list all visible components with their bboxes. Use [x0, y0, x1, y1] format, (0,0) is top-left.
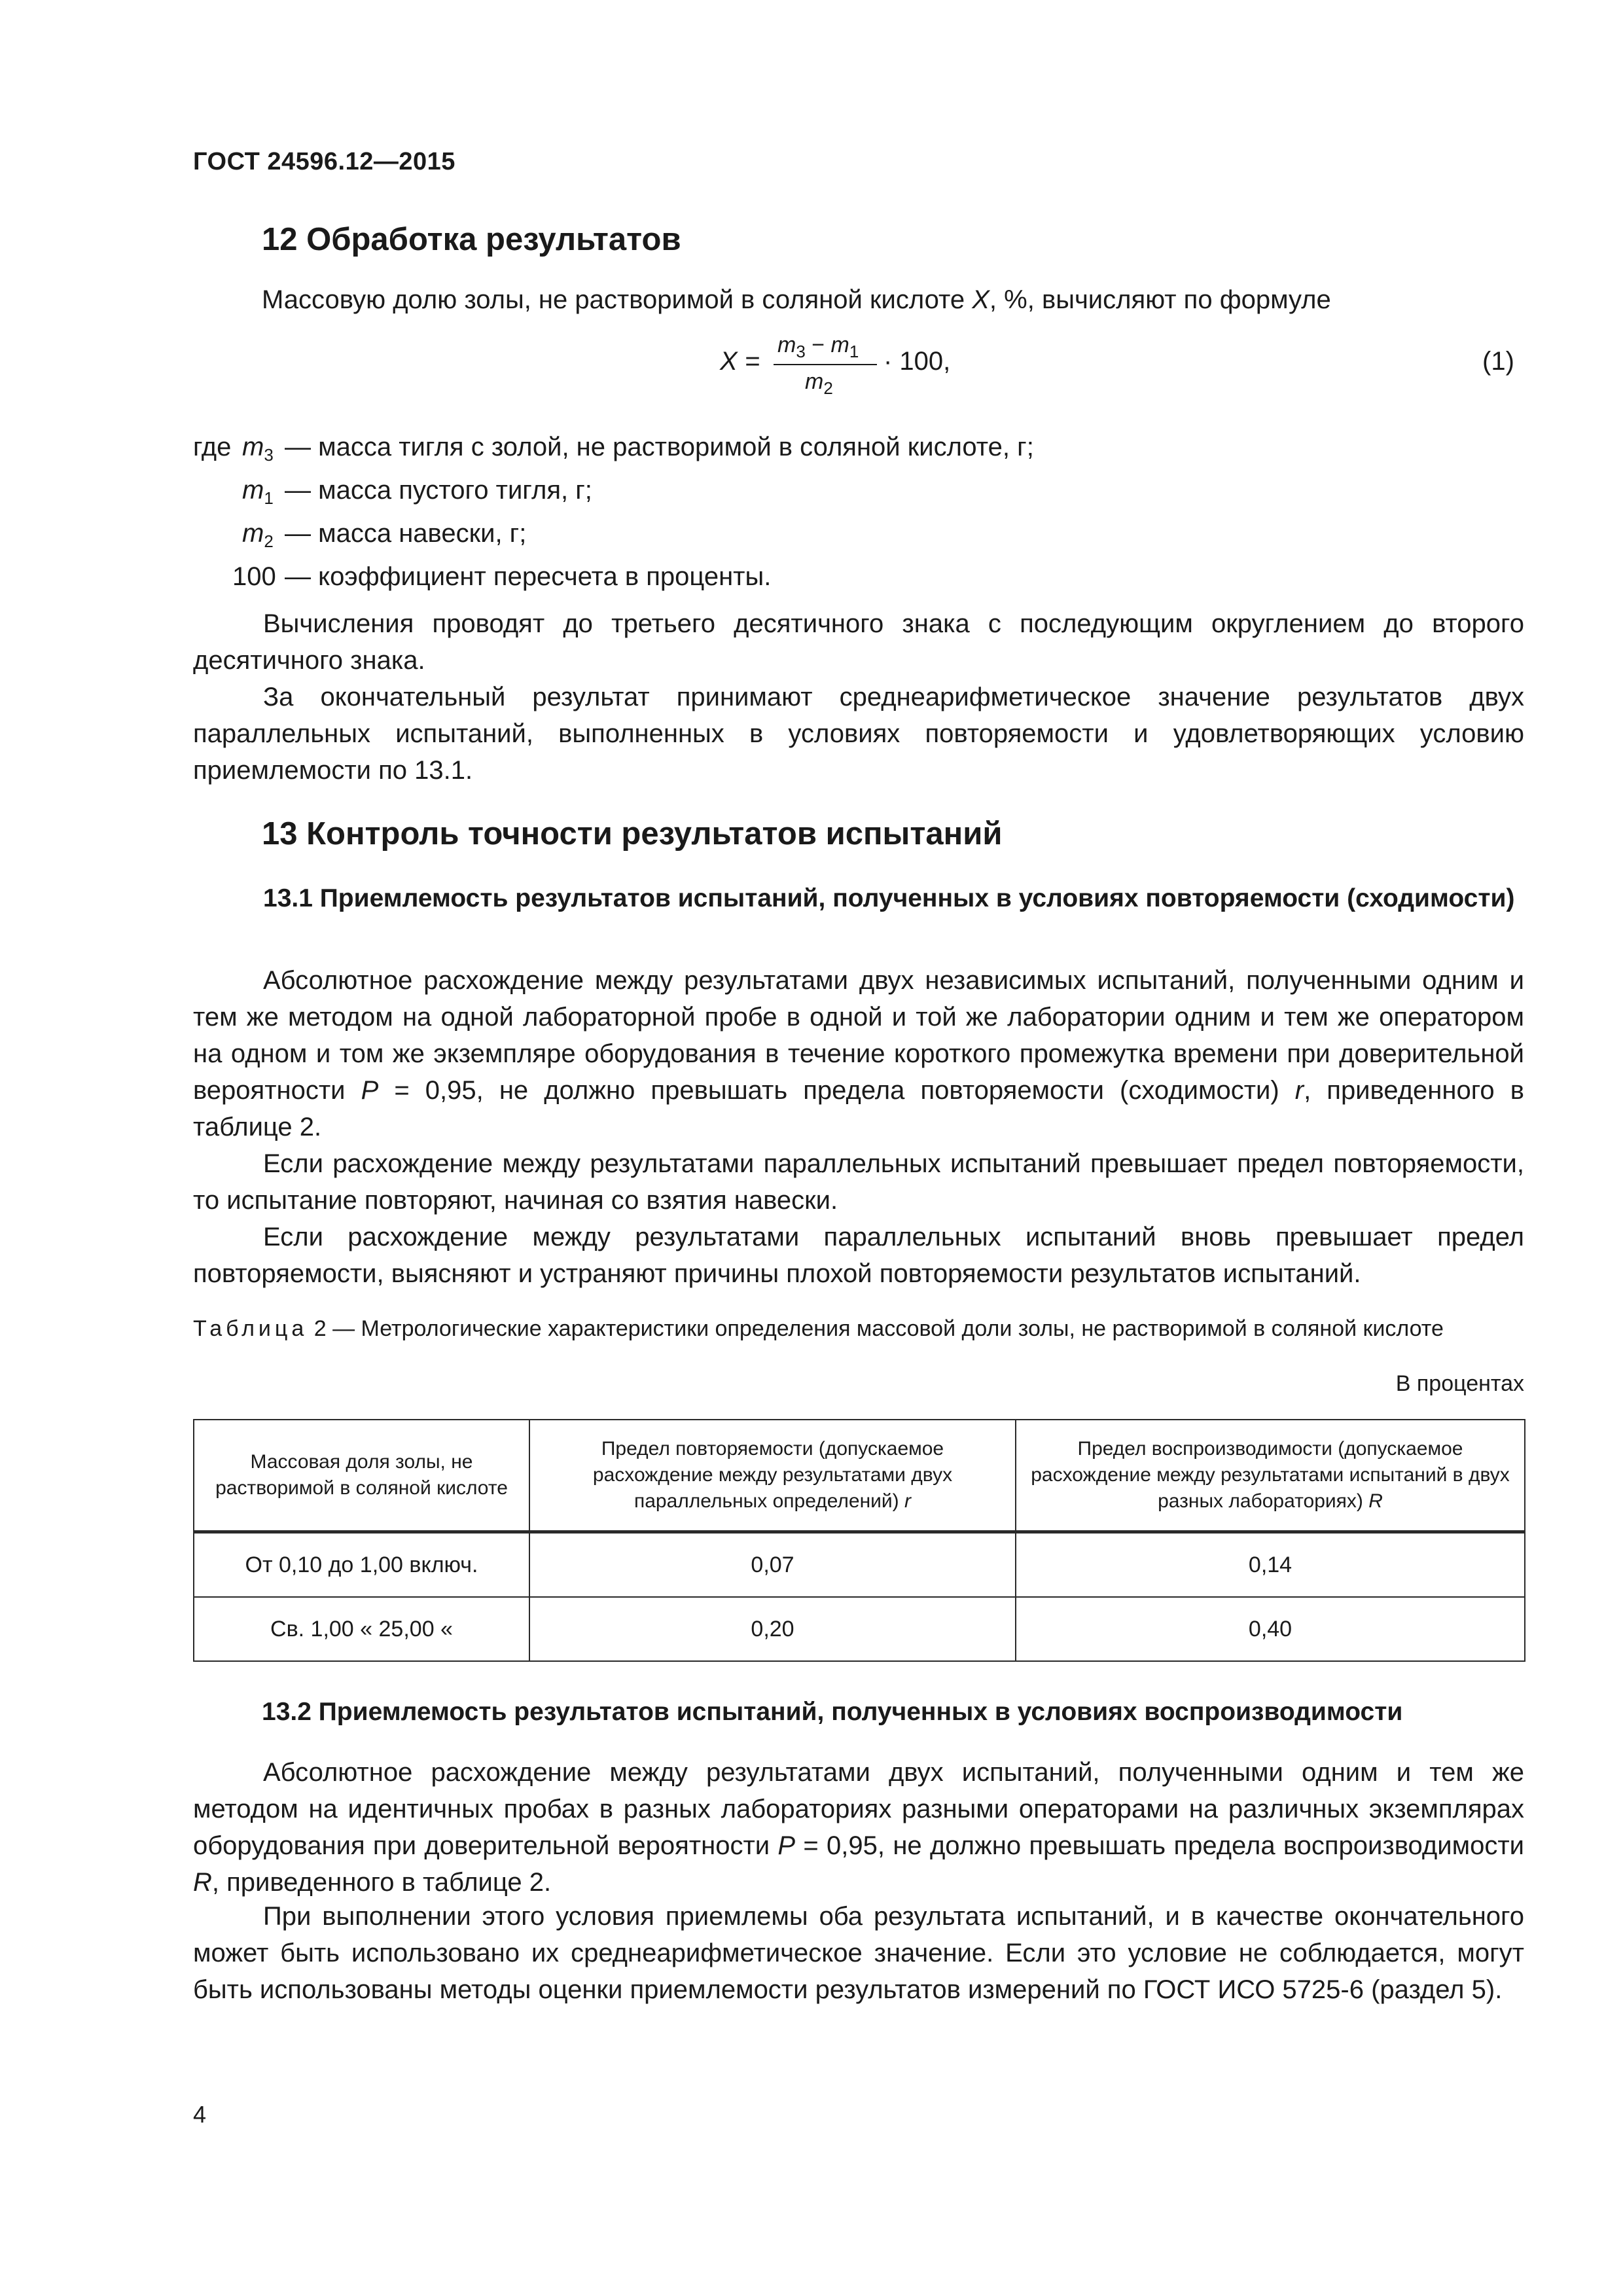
- fraction-bar: [774, 364, 877, 365]
- standard-designation: ГОСТ 24596.12—2015: [193, 148, 455, 175]
- table-header-row: [194, 1420, 1525, 1532]
- formula-numerator: $m_3 - m_1$: [777, 332, 859, 361]
- metrology-table: [193, 1419, 1525, 1662]
- formula-legend: [193, 425, 1528, 598]
- section-13-1-para-1: Абсолютное расхождение между результатами двух независимых испытаний, полученными одним и тем же методом на одной лабораторной пробе в одной и той же лаборатории одним и тем же оператором на одном и том же экземпляре оборудования в течение короткого промежутка времени при доверительной вероятности P = 0,95, не должно превышать предела повторяемости (сходимости) r, приведенного в таблице 2.: [193, 966, 1524, 1141]
- section-13-2-para-1: Абсолютное расхождение между результатами двух испытаний, полученными одним и тем же методом на идентичных пробах в разных лабораториях разными операторами на различных экземплярах оборудования при доверительной вероятности P = 0,95, не должно превышать предела воспроизводимости R, приведенного в таблице 2.: [193, 1758, 1524, 1897]
- table-row: [194, 1532, 1525, 1598]
- legend-row: $m_2$ — масса навески, г;: [242, 519, 527, 551]
- legend-row: $m_1$ — масса пустого тигля, г;: [242, 476, 592, 508]
- formula-tail: · 100,: [883, 347, 951, 376]
- col-header-repeatability: Предел повторяемости (допускаемое расхождение между результатами двух параллельных определений) r: [529, 1420, 1016, 1532]
- formula-denominator: $m_2$: [805, 369, 833, 398]
- cell-r: 0,20: [529, 1597, 1016, 1661]
- formula-number: (1): [1482, 347, 1514, 376]
- section-12-intro: Массовую долю золы, не растворимой в соляной кислоте X, %, вычисляют по формуле: [262, 285, 1331, 314]
- section-12-para-2: За окончательный результат принимают среднеарифметическое значение результатов двух параллельных испытаний, выполненных в условиях повторяемости и удовлетворяющих условию приемлемости по 13.1.: [193, 683, 1524, 785]
- col-header-ash-fraction: Массовая доля золы, не растворимой в соляной кислоте: [194, 1420, 529, 1532]
- table-units: В процентах: [1395, 1371, 1524, 1396]
- cell-r: 0,07: [529, 1532, 1016, 1598]
- page-number: 4: [193, 2101, 207, 2128]
- section-13-2-title: 13.2 Приемлемость результатов испытаний, полученных в условиях воспроизводимости: [262, 1698, 1403, 1726]
- section-13-1-para-3: Если расхождение между результатами параллельных испытаний вновь превышает предел повторяемости, выясняют и устраняют причины плохой повторяемости результатов испытаний.: [193, 1223, 1524, 1288]
- cell-R: 0,14: [1016, 1532, 1525, 1598]
- section-13-1-para-2: Если расхождение между результатами параллельных испытаний превышает предел повторяемости, то испытание повторяют, начиная со взятия навески.: [193, 1149, 1524, 1215]
- cell-range: Св. 1,00 « 25,00 «: [194, 1597, 529, 1661]
- cell-R: 0,40: [1016, 1597, 1525, 1661]
- formula-1: [720, 332, 1531, 404]
- cell-range: От 0,10 до 1,00 включ.: [194, 1532, 529, 1598]
- section-12-para-1: Вычисления проводят до третьего десятичного знака с последующим округлением до второго десятичного знака.: [193, 609, 1524, 675]
- section-12-title: 12 Обработка результатов: [262, 222, 681, 257]
- col-header-reproducibility: Предел воспроизводимости (допускаемое расхождение между результатами испытаний в двух разных лабораториях) R: [1016, 1420, 1525, 1532]
- section-13-2-para-2: При выполнении этого условия приемлемы оба результата испытаний, и в качестве окончательного может быть использовано их среднеарифметическое значение. Если это условие не соблюдается, могут быть использованы методы оценки приемлемости результатов измерений по ГОСТ ИСО 5725-6 (раздел 5).: [193, 1902, 1524, 2004]
- table-row: [194, 1597, 1525, 1661]
- table-2-caption: Таблица 2 — Метрологические характеристики определения массовой доли золы, не растворимой в соляной кислоте: [193, 1316, 1444, 1341]
- section-13-title: 13 Контроль точности результатов испытаний: [262, 816, 1003, 852]
- legend-row: 100 — коэффициент пересчета в проценты.: [232, 562, 772, 591]
- section-13-1-title: 13.1 Приемлемость результатов испытаний, полученных в условиях повторяемости (сходимости): [263, 884, 1515, 912]
- formula-lhs: X =: [720, 347, 760, 376]
- legend-row: где $m_3$ — масса тигля с золой, не растворимой в соляной кислоте, г;: [193, 433, 1034, 465]
